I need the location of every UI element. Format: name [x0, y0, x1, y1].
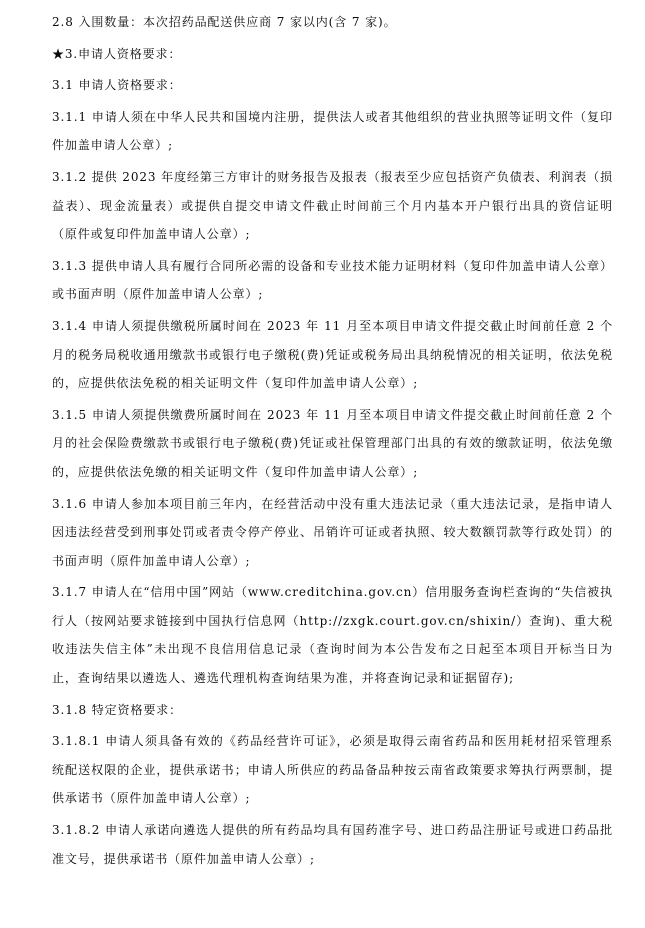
clause-3-1-3: 3.1.3 提供申请人具有履行合同所必需的设备和专业技术能力证明材料（复印件加盖申请人公章）或书面声明（原件加盖申请人公章）; — [52, 258, 613, 302]
clause-3-1-4: 3.1.4 申请人须提供缴税所属时间在 2023 年 11 月至本项目申请文件提交截止时间前任意 2 个月的税务局税收通用缴款书或银行电子缴税(费)凭证或税务局出具纳税情况的相关证明，依法免税的，应提供依法免税的相关证明文件（复印件加盖申请人公章）; — [52, 318, 613, 391]
clause-3-1-8-heading: 3.1.8 特定资格要求： — [52, 702, 183, 717]
clause-3-1-7: 3.1.7 申请人在“信用中国”网站（www.creditchina.gov.cn）信用服务查询栏查询的“失信被执行人（按网站要求链接到中国执行信息网（http://zxgk.court.gov.cn/shixin/）查询)、重大税收违法失信主体”未出现不良信用信息记录（查询时间为本公告发布之日起至本项目开标当日为止，查询结果以遴选人、遴选代理机构查询结果为准，并将查询记录和证据留存); — [52, 585, 613, 686]
clause-3-1-2: 3.1.2 提供 2023 年度经第三方审计的财务报告及报表（报表至少应包括资产负债表、利润表（损益表）、现金流量表）或提供自提交申请文件截止时间前三个月内基本开户银行出具的资信证明（原件或复印件加盖申请人公章）; — [52, 169, 613, 242]
clause-3-1-1: 3.1.1 申请人须在中华人民共和国境内注册，提供法人或者其他组织的营业执照等证明文件（复印件加盖申请人公章）; — [52, 109, 613, 153]
section-3-1-heading: 3.1 申请人资格要求： — [52, 78, 182, 93]
clause-3-1-8-2: 3.1.8.2 申请人承诺向遴选人提供的所有药品均具有国药准字号、进口药品注册证号或进口药品批准文号，提供承诺书（原件加盖申请人公章）; — [52, 823, 613, 866]
entry-quantity-paragraph: 2.8 入围数量：本次招药品配送供应商 7 家以内(含 7 家)。 — [52, 15, 397, 29]
applicant-qualification-heading: ★3.申请人资格要求： — [52, 46, 182, 61]
clause-3-1-6: 3.1.6 申请人参加本项目前三年内，在经营活动中没有重大违法记录（重大违法记录，是指申请人因违法经营受到刑事处罚或者责令停产停业、吊销许可证或者执照、较大数额罚款等行政处罚）的书面声明（原件加盖申请人公章）; — [52, 496, 613, 568]
clause-3-1-5: 3.1.5 申请人须提供缴费所属时间在 2023 年 11 月至本项目申请文件提交截止时间前任意 2 个月的社会保险费缴款书或银行电子缴税(费)凭证或社保管理部门出具的有效的缴款证明，依法免缴的，应提供依法免缴的相关证明文件（复印件加盖申请人公章）; — [52, 407, 613, 479]
clause-3-1-8-1: 3.1.8.1 申请人须具备有效的《药品经营许可证》，必须是取得云南省药品和医用耗材招采管理系统配送权限的企业，提供承诺书；申请人所供应的药品备品种按云南省政策要求筹执行两票制，提供承诺书（原件加盖申请人公章）; — [52, 734, 613, 806]
